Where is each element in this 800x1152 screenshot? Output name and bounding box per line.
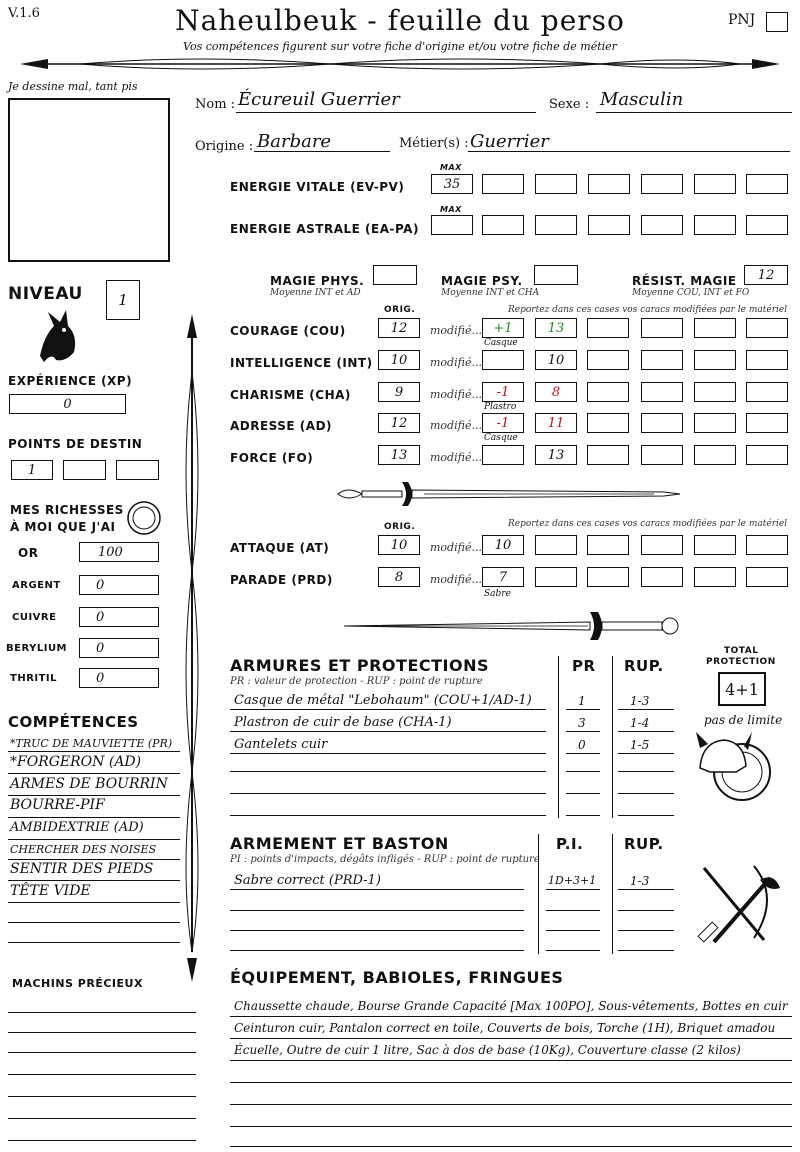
magie-phys-box[interactable] bbox=[373, 265, 417, 285]
magie-psy-label: MAGIE PSY. bbox=[441, 274, 523, 288]
resist-magie-box[interactable]: 12 bbox=[744, 265, 788, 285]
skill-8[interactable]: TÊTE VIDE bbox=[10, 883, 91, 899]
stat-mod-box-4[interactable] bbox=[641, 445, 683, 465]
version: V.1.6 bbox=[8, 6, 40, 21]
armor-title: ARMURES ET PROTECTIONS bbox=[230, 656, 489, 675]
combat-orig-box[interactable]: 10 bbox=[378, 535, 420, 555]
weapon-pi-line bbox=[546, 889, 600, 890]
stat-mod-box-2[interactable]: 13 bbox=[535, 445, 577, 465]
stat-mod-box-6[interactable] bbox=[746, 350, 788, 370]
ea-max-label: MAX bbox=[440, 205, 462, 214]
money-argent-box[interactable]: 0 bbox=[79, 575, 159, 595]
xp-box[interactable]: 0 bbox=[9, 394, 126, 414]
weapons-subtitle: PI : points d'impacts, dégâts infligés - RUP : point de rupture bbox=[230, 854, 540, 865]
stat-mod-box-2[interactable]: 10 bbox=[535, 350, 577, 370]
combat-note: Reportez dans ces cases vos caracs modifiées par le matériel bbox=[508, 519, 788, 529]
ea-max-box[interactable] bbox=[431, 215, 473, 235]
stat-mod-box-6[interactable] bbox=[746, 413, 788, 433]
money-berylium-box[interactable]: 0 bbox=[79, 638, 159, 658]
metier-label: Métier(s) : bbox=[399, 136, 469, 151]
stat-mod-box-1[interactable]: -1 bbox=[482, 382, 524, 402]
origine-label: Origine : bbox=[195, 139, 254, 154]
origine-field[interactable]: Barbare bbox=[257, 131, 332, 152]
stat-mod-box-3[interactable] bbox=[587, 318, 629, 338]
xp-label: EXPÉRIENCE (XP) bbox=[8, 374, 133, 388]
armor-subtitle: PR : valeur de protection - RUP : point de rupture bbox=[230, 676, 483, 687]
no-limit-label: pas de limite bbox=[704, 713, 783, 727]
money-cuivre-label: CUIVRE bbox=[12, 612, 57, 623]
stat-mod-box-3[interactable] bbox=[587, 445, 629, 465]
stat-modifie-label: modifié... bbox=[430, 324, 482, 337]
skill-5[interactable]: AMBIDEXTRIE (AD) bbox=[10, 820, 144, 835]
ea-label: ENERGIE ASTRALE (EA-PA) bbox=[230, 222, 419, 236]
stat-mod-box-3[interactable] bbox=[587, 350, 629, 370]
combat-mod-box-3[interactable] bbox=[587, 567, 629, 587]
stat-orig-box[interactable]: 12 bbox=[378, 318, 420, 338]
metier-field[interactable]: Guerrier bbox=[470, 131, 549, 152]
stat-orig-box[interactable]: 10 bbox=[378, 350, 420, 370]
weapon-item-pi[interactable]: 1D+3+1 bbox=[548, 874, 597, 887]
armor-col-rup: RUP. bbox=[624, 657, 664, 675]
stat-label: CHARISME (CHA) bbox=[230, 388, 351, 402]
total-protection-box[interactable]: 4+1 bbox=[718, 672, 766, 706]
stats-note: Reportez dans ces cases vos caracs modifiées par le matériel bbox=[508, 305, 788, 315]
armor-item-rup[interactable]: 1-5 bbox=[630, 738, 650, 752]
stat-mod-box-4[interactable] bbox=[641, 413, 683, 433]
resist-magie-label: RÉSIST. MAGIE bbox=[632, 274, 737, 288]
skill-1[interactable]: *TRUC DE MAUVIETTE (PR) bbox=[10, 737, 173, 750]
weapons-col-pi: P.I. bbox=[556, 835, 584, 853]
combat-mod-box-2[interactable] bbox=[535, 567, 577, 587]
combat-mod-box-6[interactable] bbox=[746, 567, 788, 587]
stat-mod-box-5[interactable] bbox=[694, 445, 736, 465]
portrait-caption: Je dessine mal, tant pis bbox=[8, 80, 138, 93]
magie-phys-note: Moyenne INT et AD bbox=[270, 288, 361, 298]
richesses-label-1: MES RICHESSES bbox=[10, 503, 124, 517]
stat-mod-box-3[interactable] bbox=[587, 413, 629, 433]
stat-label: FORCE (FO) bbox=[230, 451, 314, 465]
skill-7[interactable]: SENTIR DES PIEDS bbox=[10, 861, 154, 877]
stat-mod-box-4[interactable] bbox=[641, 382, 683, 402]
stat-orig-box[interactable]: 13 bbox=[378, 445, 420, 465]
money-or-label: OR bbox=[18, 546, 39, 560]
weapon-item-rup[interactable]: 1-3 bbox=[630, 874, 650, 888]
combat-mod-box-2[interactable] bbox=[535, 535, 577, 555]
stat-mod-box-5[interactable] bbox=[694, 318, 736, 338]
weapon-rup-line bbox=[618, 889, 674, 890]
armor-item-name[interactable]: Plastron de cuir de base (CHA-1) bbox=[234, 715, 452, 730]
ev-max-label: MAX bbox=[440, 163, 462, 172]
money-thritil-box[interactable]: 0 bbox=[79, 668, 159, 688]
richesses-label-2: À MOI QUE J'AI bbox=[10, 520, 116, 534]
skill-4[interactable]: BOURRE-PIF bbox=[10, 797, 105, 813]
armor-col-pr: PR bbox=[572, 657, 596, 675]
stat-mod-box-2[interactable]: 13 bbox=[535, 318, 577, 338]
header-spear-ornament bbox=[0, 52, 800, 76]
money-thritil-label: THRITIL bbox=[10, 673, 58, 684]
stat-modifie-label: modifié... bbox=[430, 388, 482, 401]
combat-mod-box-4[interactable] bbox=[641, 535, 683, 555]
combat-modifie-label: modifié... bbox=[430, 541, 482, 554]
stat-mod-box-4[interactable] bbox=[641, 350, 683, 370]
portrait-box[interactable] bbox=[8, 98, 170, 262]
combat-modifie-label: modifié... bbox=[430, 573, 482, 586]
armor-item-pr[interactable]: 3 bbox=[578, 716, 586, 730]
stat-mod-box-6[interactable] bbox=[746, 382, 788, 402]
equipment-title: ÉQUIPEMENT, BABIOLES, FRINGUES bbox=[230, 968, 564, 987]
stat-mod-box-6[interactable] bbox=[746, 445, 788, 465]
competences-title: COMPÉTENCES bbox=[8, 713, 139, 731]
niveau-box[interactable]: 1 bbox=[106, 280, 140, 320]
combat-mod-box-1[interactable]: 7 bbox=[482, 567, 524, 587]
pnj-label: PNJ bbox=[728, 12, 756, 28]
equipment-line-1[interactable]: Chaussette chaude, Bourse Grande Capacité [Max 100PO], Sous-vêtements, Bottes en cuir bbox=[234, 999, 788, 1013]
armor-item-name[interactable]: Casque de métal "Lebohaum" (COU+1/AD-1) bbox=[234, 693, 532, 708]
combat-mod-box-4[interactable] bbox=[641, 567, 683, 587]
combat-mod-box-1[interactable]: 10 bbox=[482, 535, 524, 555]
total-protection-label-2: PROTECTION bbox=[706, 657, 776, 667]
armor-item-rup[interactable]: 1-3 bbox=[630, 694, 650, 708]
sword-illustration-2 bbox=[340, 606, 686, 646]
weapons-icon bbox=[694, 858, 786, 950]
combat-label: PARADE (PRD) bbox=[230, 573, 333, 587]
combat-mod-box-5[interactable] bbox=[694, 567, 736, 587]
money-or-box[interactable]: 100 bbox=[79, 542, 159, 562]
combat-orig-box[interactable]: 8 bbox=[378, 567, 420, 587]
stat-label: INTELLIGENCE (INT) bbox=[230, 356, 373, 370]
armor-pr-line bbox=[566, 753, 600, 754]
stat-mod-box-5[interactable] bbox=[694, 413, 736, 433]
magie-psy-note: Moyenne INT et CHA bbox=[441, 288, 540, 298]
combat-mod-box-3[interactable] bbox=[587, 535, 629, 555]
armor-pr-line bbox=[566, 731, 600, 732]
stat-mod-box-2[interactable]: 8 bbox=[535, 382, 577, 402]
stat-mod-box-3[interactable] bbox=[587, 382, 629, 402]
destin-box-3[interactable] bbox=[116, 460, 159, 480]
armor-item-pr[interactable]: 1 bbox=[578, 694, 586, 708]
weapon-row-line bbox=[230, 889, 524, 890]
ev-label: ENERGIE VITALE (EV-PV) bbox=[230, 180, 405, 194]
combat-mod-note: Sabre bbox=[484, 589, 511, 599]
stat-mod-note: Casque bbox=[484, 338, 518, 348]
magie-phys-label: MAGIE PHYS. bbox=[270, 274, 365, 288]
skill-3[interactable]: ARMES DE BOURRIN bbox=[10, 776, 168, 792]
helmet-shield-icon bbox=[696, 728, 776, 808]
stat-mod-box-5[interactable] bbox=[694, 350, 736, 370]
pnj-checkbox[interactable] bbox=[766, 12, 788, 32]
stat-mod-note: Casque bbox=[484, 433, 518, 443]
armor-pr-line bbox=[566, 709, 600, 710]
money-cuivre-box[interactable]: 0 bbox=[79, 607, 159, 627]
sword-illustration-1 bbox=[334, 478, 684, 512]
stat-mod-box-4[interactable] bbox=[641, 318, 683, 338]
stat-mod-box-2[interactable]: 11 bbox=[535, 413, 577, 433]
stat-orig-box[interactable]: 9 bbox=[378, 382, 420, 402]
resist-magie-note: Moyenne COU, INT et FO bbox=[632, 288, 750, 298]
stat-mod-box-6[interactable] bbox=[746, 318, 788, 338]
armor-item-rup[interactable]: 1-4 bbox=[630, 716, 650, 730]
sheet-title: Naheulbeuk - feuille du perso bbox=[175, 4, 625, 37]
armor-rup-line bbox=[618, 753, 674, 754]
stat-mod-box-1[interactable] bbox=[482, 445, 524, 465]
stat-orig-box[interactable]: 12 bbox=[378, 413, 420, 433]
spear-ornament bbox=[180, 312, 204, 984]
stat-mod-box-1[interactable]: +1 bbox=[482, 318, 524, 338]
niveau-label: NIVEAU bbox=[8, 284, 83, 304]
equipment-line-2[interactable]: Ceinturon cuir, Pantalon correct en toile, Couverts de bois, Torche (1H), Briquet amadou bbox=[234, 1021, 776, 1035]
armor-rup-line bbox=[618, 731, 674, 732]
armor-row-line bbox=[230, 753, 546, 754]
sexe-label: Sexe : bbox=[549, 97, 590, 112]
destin-box-2[interactable] bbox=[63, 460, 106, 480]
armor-rup-line bbox=[618, 709, 674, 710]
armor-row-line bbox=[230, 709, 546, 710]
combat-mod-box-5[interactable] bbox=[694, 535, 736, 555]
equipment-line-3[interactable]: Écuelle, Outre de cuir 1 litre, Sac à dos de base (10Kg), Couverture classe (2 kilos) bbox=[234, 1043, 741, 1057]
stat-mod-box-5[interactable] bbox=[694, 382, 736, 402]
combat-orig-label: ORIG. bbox=[384, 522, 416, 532]
money-argent-label: ARGENT bbox=[12, 580, 61, 591]
magie-psy-box[interactable] bbox=[534, 265, 578, 285]
nom-label: Nom : bbox=[195, 97, 236, 112]
stat-modifie-label: modifié... bbox=[430, 356, 482, 369]
nom-field[interactable]: Écureuil Guerrier bbox=[238, 89, 400, 110]
combat-mod-box-6[interactable] bbox=[746, 535, 788, 555]
skill-6[interactable]: CHERCHER DES NOISES bbox=[10, 843, 157, 856]
total-protection-label-1: TOTAL bbox=[724, 646, 759, 656]
destin-box-1[interactable]: 1 bbox=[11, 460, 53, 480]
armor-item-name[interactable]: Gantelets cuir bbox=[234, 737, 328, 752]
skill-2[interactable]: *FORGERON (AD) bbox=[10, 754, 142, 770]
sexe-field[interactable]: Masculin bbox=[600, 89, 684, 110]
sheet-subtitle: Vos compétences figurent sur votre fiche d'origine et/ou votre fiche de métier bbox=[183, 40, 617, 53]
money-berylium-label: BERYLIUM bbox=[6, 643, 68, 654]
stats-orig-label: ORIG. bbox=[384, 305, 416, 315]
stat-modifie-label: modifié... bbox=[430, 419, 482, 432]
stat-label: COURAGE (COU) bbox=[230, 324, 346, 338]
dragon-icon bbox=[34, 306, 80, 366]
stat-label: ADRESSE (AD) bbox=[230, 419, 333, 433]
weapon-item-name[interactable]: Sabre correct (PRD-1) bbox=[234, 873, 381, 888]
armor-row-line bbox=[230, 731, 546, 732]
weapons-col-rup: RUP. bbox=[624, 835, 664, 853]
stat-modifie-label: modifié... bbox=[430, 451, 482, 464]
armor-item-pr[interactable]: 0 bbox=[578, 738, 586, 752]
coin-icon bbox=[126, 500, 162, 536]
machins-precieux-title: MACHINS PRÉCIEUX bbox=[12, 977, 143, 990]
destin-label: POINTS DE DESTIN bbox=[8, 437, 143, 451]
ev-max-box[interactable]: 35 bbox=[431, 174, 473, 194]
stat-mod-note: Plastro bbox=[484, 402, 517, 412]
stat-mod-box-1[interactable]: -1 bbox=[482, 413, 524, 433]
combat-label: ATTAQUE (AT) bbox=[230, 541, 330, 555]
weapons-title: ARMEMENT ET BASTON bbox=[230, 834, 449, 853]
stat-mod-box-1[interactable] bbox=[482, 350, 524, 370]
